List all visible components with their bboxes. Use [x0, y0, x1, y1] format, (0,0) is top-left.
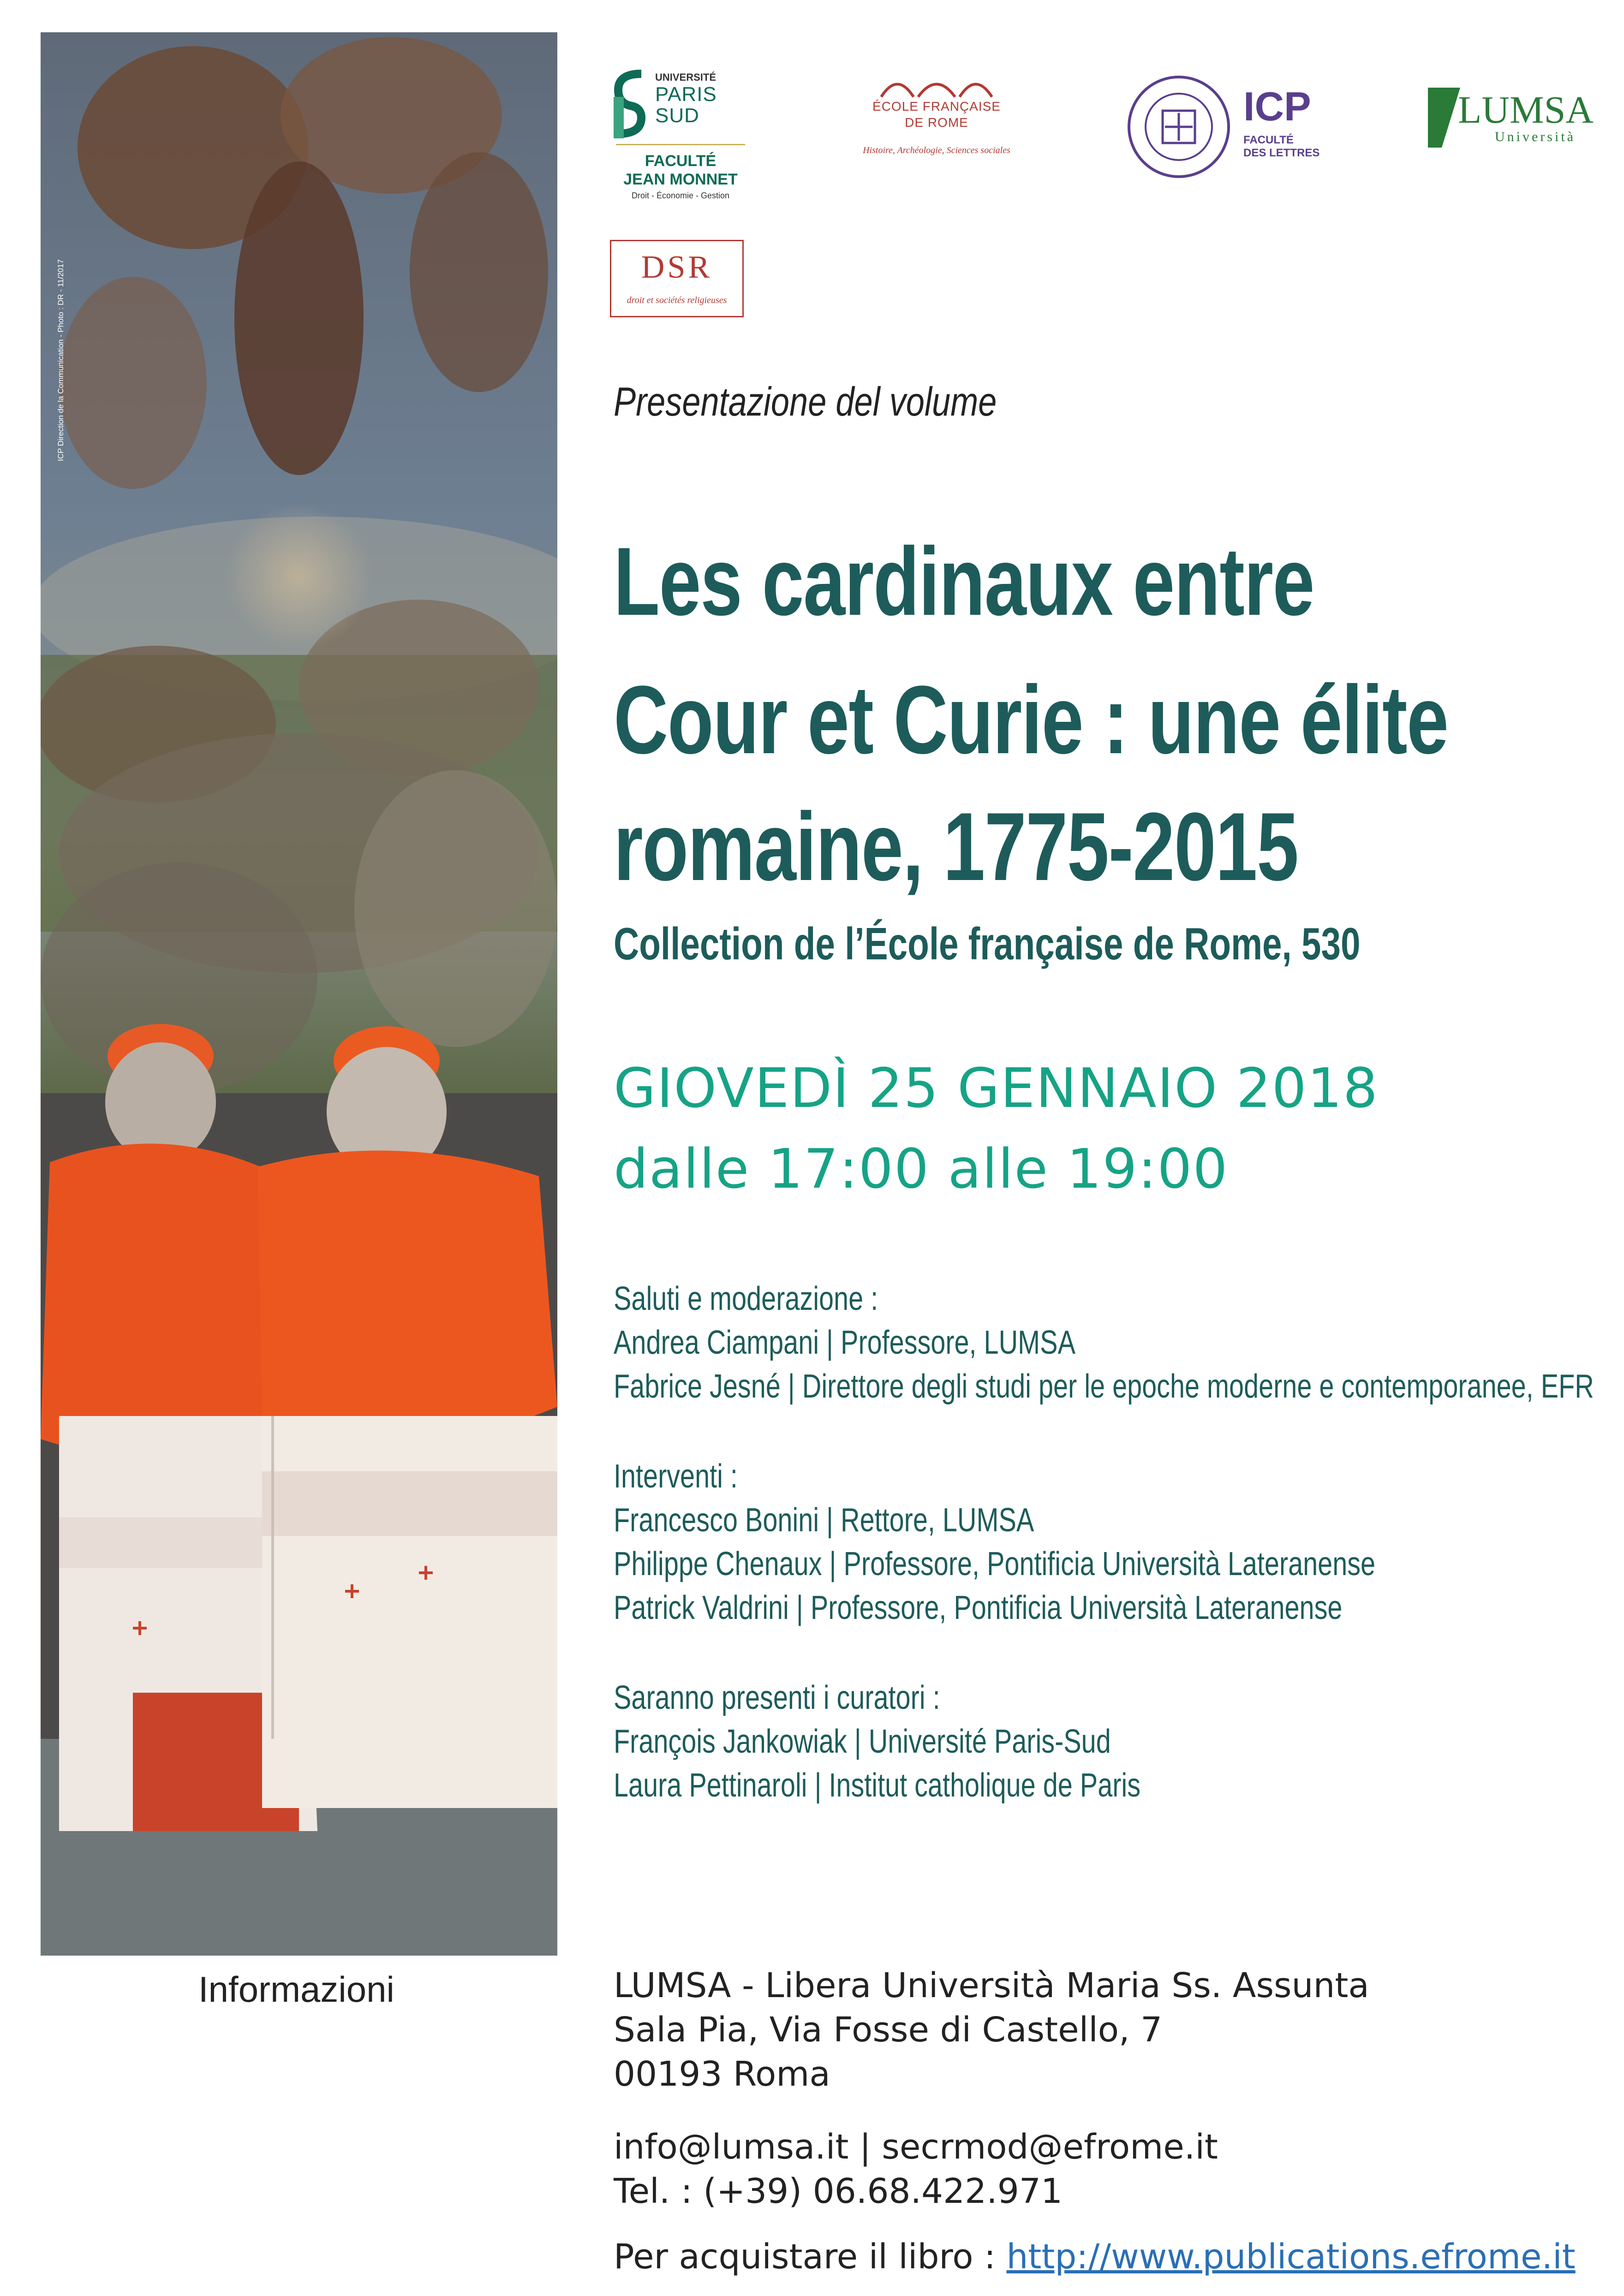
book-collection: Collection de l’École française de Rome, 530 — [614, 918, 1361, 969]
venue-street: Sala Pia, Via Fosse di Castello, 7 — [614, 2010, 1163, 2050]
venue-city: 00193 Roma — [614, 2054, 830, 2094]
editor-item: François Jankowiak | Université Paris-Sud — [614, 1723, 1111, 1760]
paris-sud-logo-sud: SUD — [655, 104, 699, 127]
editors-heading: Saranno presenti i curatori : — [614, 1679, 940, 1716]
greetings-speaker: Andrea Ciampani | Professore, LUMSA — [614, 1324, 1075, 1361]
dsr-logo-tagline: droit et sociétés religieuses — [627, 295, 727, 305]
book-title-line-1: Les cardinaux entre — [614, 527, 1314, 636]
talks-heading: Interventi : — [614, 1458, 738, 1495]
editor-item: Laura Pettinaroli | Institut catholique de Paris — [614, 1767, 1141, 1804]
event-date: GIOVEDÌ 25 GENNAIO 2018 — [614, 1056, 1379, 1120]
contact-emails: info@lumsa.it | secrmod@efrome.it — [614, 2127, 1218, 2167]
icp-seal — [1126, 74, 1232, 180]
lumsa-logo-sub: Università — [1495, 129, 1576, 144]
contact-phone: Tel. : (+39) 06.68.422.971 — [614, 2171, 1063, 2211]
purchase-link[interactable]: http://www.publications.efrome.it — [1006, 2237, 1576, 2277]
talks-speaker: Philippe Chenaux | Professore, Pontificia Università Lateranense — [614, 1546, 1376, 1582]
icp-logo-name: ICP — [1243, 83, 1311, 129]
efr-logo-tagline: Histoire, Archéologie, Sciences sociales — [863, 145, 1010, 155]
book-title-line-2: Cour et Curie : une élite — [614, 666, 1448, 774]
paris-sud-faculty-2: JEAN MONNET — [623, 171, 738, 188]
venue-name: LUMSA - Libera Università Maria Ss. Assunta — [614, 1966, 1369, 2005]
paris-sud-logo-paris: PARIS — [655, 83, 717, 106]
greetings-heading: Saluti e moderazione : — [614, 1280, 878, 1317]
cover-photo — [41, 32, 557, 1956]
lumsa-logo-mark — [1428, 88, 1460, 148]
icp-logo-faculty-2: DES LETTRES — [1243, 147, 1320, 159]
paris-sud-logo-univ: UNIVERSITÉ — [655, 71, 716, 83]
paris-sud-faculty-1: FACULTÉ — [645, 152, 716, 170]
intro-heading: Presentazione del volume — [614, 379, 997, 424]
photo-credit: ICP Direction de la Communication - Photo : DR - 11/2017 — [56, 259, 65, 461]
paris-sud-faculty-3: Droit - Économie - Gestion — [631, 191, 730, 200]
paris-sud-logo-mark — [614, 69, 646, 138]
purchase-line — [614, 2237, 1576, 2277]
book-title-line-3: romaine, 1775-2015 — [614, 792, 1298, 901]
greetings-speaker: Fabrice Jesné | Direttore degli studi per le epoche moderne e contemporanee, EFR — [614, 1368, 1594, 1405]
efr-logo-line1: ÉCOLE FRANÇAISE — [872, 99, 1001, 113]
efr-logo-arches — [877, 71, 997, 99]
paris-sud-logo-divider — [616, 144, 745, 145]
icp-logo-faculty-1: FACULTÉ — [1243, 134, 1294, 146]
event-time: dalle 17:00 alle 19:00 — [614, 1137, 1229, 1201]
talks-speaker: Patrick Valdrini | Professore, Pontificia Università Lateranense — [614, 1589, 1343, 1626]
dsr-logo-letters: DSR — [641, 250, 713, 285]
efr-logo-line2: DE ROME — [905, 115, 968, 130]
talks-speaker: Francesco Bonini | Rettore, LUMSA — [614, 1502, 1034, 1539]
info-label: Informazioni — [198, 1969, 394, 2010]
purchase-label: Per acquistare il libro : — [614, 2237, 1007, 2277]
lumsa-logo-name: LUMSA — [1458, 89, 1594, 131]
